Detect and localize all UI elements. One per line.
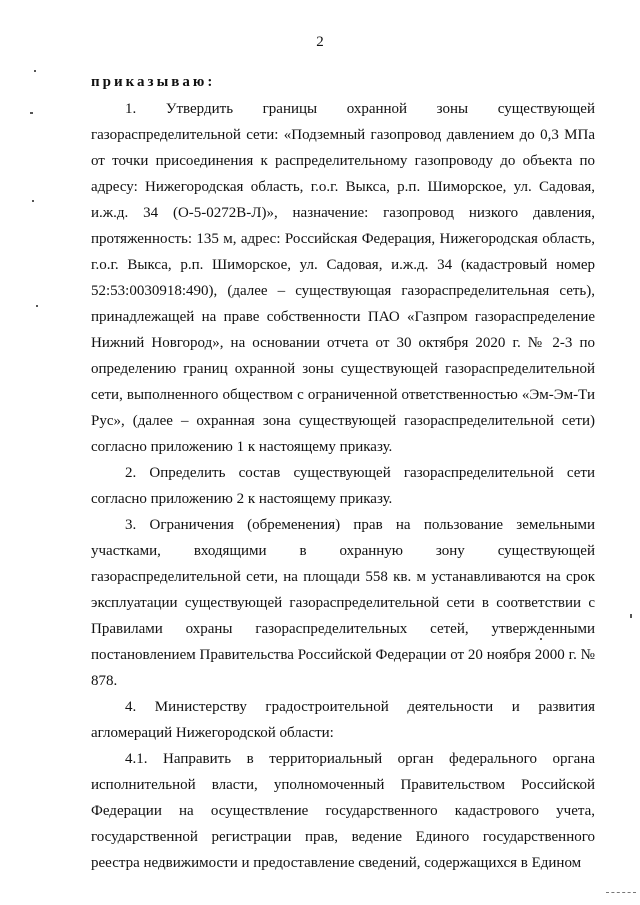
document-body xyxy=(91,96,595,876)
scan-mark xyxy=(540,638,542,640)
scan-mark xyxy=(630,614,632,618)
page-number: 2 xyxy=(316,34,324,50)
scan-mark xyxy=(36,305,38,307)
paragraph-1: 1. Утвердить границы охранной зоны существующей газораспределительной сети: «Подземный газопровод давлением до 0,3 МПа от точки присоединения к распределительному газопроводу до объекта по адресу: Нижегородская область, г.о.г. Выкса, р.п. Шиморское, ул. Садовая, и.ж.д. 34 (О-5-0272В-Л)», назначение: газопровод низкого давления, протяженность: 135 м, адрес: Российская Федерация, Нижегородская область, г.о.г. Выкса, р.п. Шиморское, ул. Садовая, и.ж.д. 34 (кадастровый номер 52:53:0030918:490), (далее – существующая газораспределительная сеть), принадлежащей на праве собственности ПАО «Газпром газораспределение Нижний Новгород», на основании отчета от 30 октября 2020 г. № 2-3 по определению границ охранной зоны существующей газораспределительной сети, выполненного обществом с ограниченной ответственностью «Эм-Эм-Ти Рус», (далее – охранная зона существующей газораспределительной сети) согласно приложению 1 к настоящему приказу. xyxy=(91,101,595,455)
paragraph-4-1: 4.1. Направить в территориальный орган федерального органа исполнительной власти, уполномоченный Правительством Российской Федерации на осуществление государственного кадастрового учета, государственной регистрации прав, ведение Единого государственного реестра недвижимости и предоставление сведений, содержащихся в Едином xyxy=(91,751,595,871)
scan-mark xyxy=(32,200,34,202)
paragraph-2: 2. Определить состав существующей газораспределительной сети согласно приложению 2 к настоящему приказу. xyxy=(91,465,595,507)
scan-mark xyxy=(34,70,36,72)
paragraph-3: 3. Ограничения (обременения) прав на пользование земельными участками, входящими в охранную зону существующей газораспределительной сети, на площади 558 кв. м устанавливаются на срок эксплуатации существующей газораспределительной сети в соответствии с Правилами охраны газораспределительных сетей, утвержденными постановлением Правительства Российской Федерации от 20 ноября 2000 г. № 878. xyxy=(91,517,595,689)
order-heading: приказываю: xyxy=(91,74,216,90)
paragraph-4: 4. Министерству градостроительной деятельности и развития агломераций Нижегородской области: xyxy=(91,699,595,741)
scan-mark xyxy=(606,892,636,903)
scan-mark xyxy=(30,112,33,114)
